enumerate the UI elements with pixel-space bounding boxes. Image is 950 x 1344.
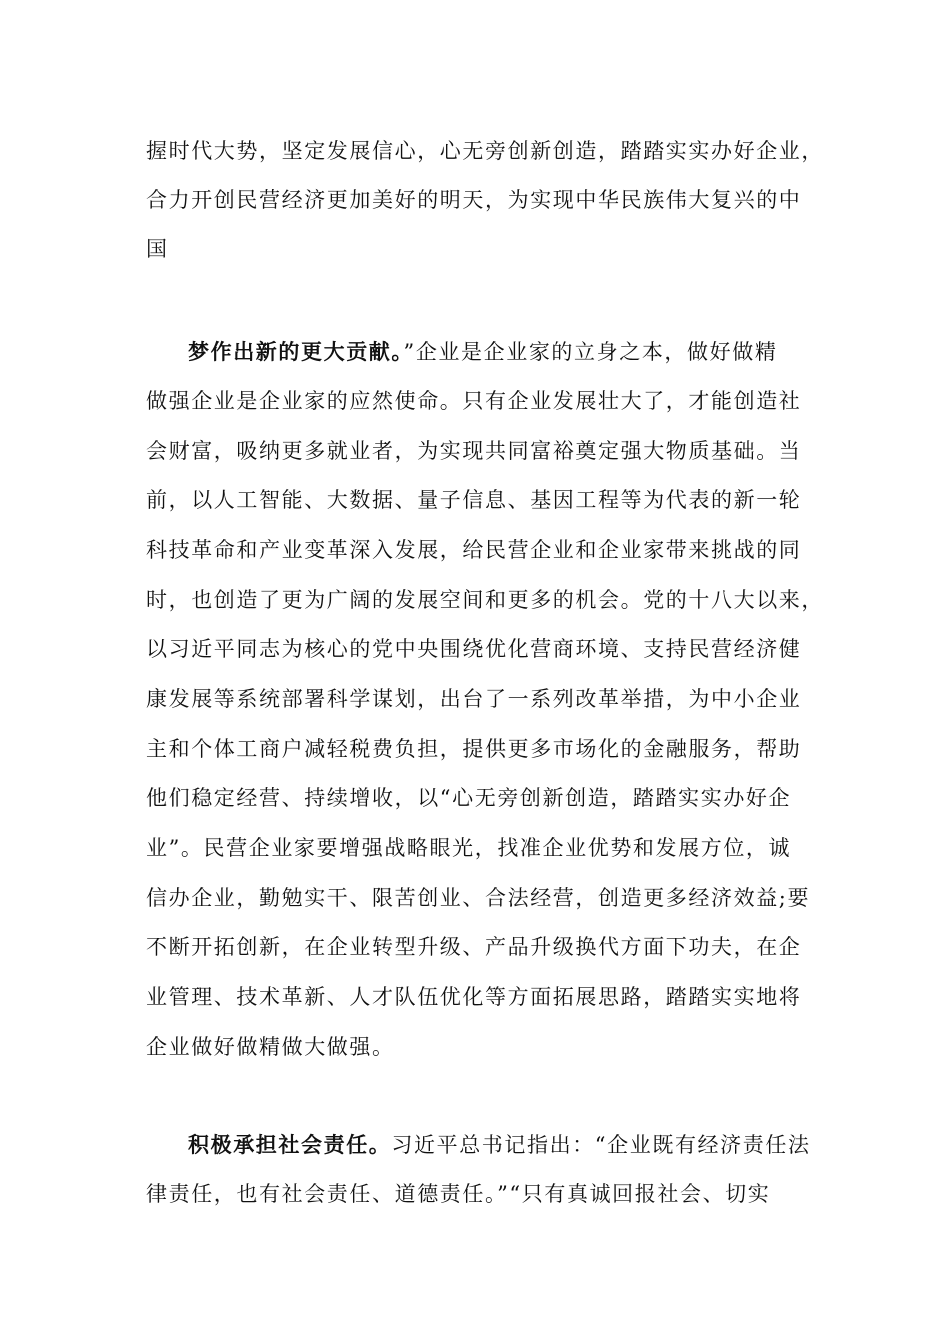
text-line	[146, 724, 816, 774]
text-line	[146, 873, 816, 923]
bold-heading: 梦作出新的更大贡献。	[188, 339, 404, 364]
text-line	[146, 126, 824, 176]
text-line	[146, 426, 816, 476]
line-text: 律责任，也有社会责任、道德责任。”“只有真诚回报社会、切实	[146, 1182, 771, 1206]
line-text: 企业做好做精做大做强。	[146, 1035, 395, 1059]
text-line	[146, 1022, 816, 1072]
bold-heading: 积极承担社会责任。	[188, 1132, 392, 1157]
line-text: 做强企业是企业家的应然使命。只有企业发展壮大了，才能创造社	[146, 389, 802, 413]
text-line	[146, 674, 816, 724]
line-text: 他们稳定经营、持续增收，以“心无旁创新创造，踏踏实实办好企	[146, 786, 792, 810]
line-text: 时，也创造了更为广阔的发展空间和更多的机会。党的十八大以来，	[146, 588, 824, 612]
text-line	[188, 1120, 816, 1170]
line-text: 握时代大势，坚定发展信心，心无旁创新创造，踏踏实实办好企业，	[146, 139, 824, 163]
text-line	[146, 175, 816, 225]
line-text: 合力开创民营经济更加美好的明天，为实现中华民族伟大复兴的中	[146, 188, 802, 212]
line-text: 会财富，吸纳更多就业者，为实现共同富裕奠定强大物质基础。当	[146, 439, 802, 463]
line-text: 习近平总书记指出：“企业既有经济责任法	[391, 1133, 811, 1157]
text-line	[146, 1169, 816, 1219]
text-line	[146, 475, 816, 525]
line-text: 以习近平同志为核心的党中央围绕优化营商环境、支持民营经济健	[146, 637, 802, 661]
text-line	[146, 972, 816, 1022]
line-text: 康发展等系统部署科学谋划，出台了一系列改革举措，为中小企业	[146, 687, 802, 711]
line-text: 业”。民营企业家要增强战略眼光，找准企业优势和发展方位，诚	[146, 836, 792, 860]
line-text: ”企业是企业家的立身之本，做好做精	[403, 340, 778, 364]
line-text: 主和个体工商户减轻税费负担，提供更多市场化的金融服务，帮助	[146, 737, 802, 761]
text-line	[146, 525, 816, 575]
text-line	[146, 922, 816, 972]
text-line	[146, 575, 824, 625]
text-line	[146, 773, 816, 823]
line-text: 国	[146, 237, 169, 261]
line-text: 业管理、技术革新、人才队伍优化等方面拓展思路，踏踏实实地将	[146, 985, 802, 1009]
text-line	[146, 823, 816, 873]
line-text: 信办企业，勤勉实干、限苦创业、合法经营，创造更多经济效益;要	[146, 886, 811, 910]
line-text: 前，以人工智能、大数据、量子信息、基因工程等为代表的新一轮	[146, 488, 802, 512]
text-line	[146, 376, 816, 426]
text-line	[146, 224, 816, 274]
text-line	[146, 624, 816, 674]
line-text: 科技革命和产业变革深入发展，给民营企业和企业家带来挑战的同	[146, 538, 802, 562]
text-line	[188, 327, 816, 377]
line-text: 不断开拓创新，在企业转型升级、产品升级换代方面下功夫，在企	[146, 935, 802, 959]
